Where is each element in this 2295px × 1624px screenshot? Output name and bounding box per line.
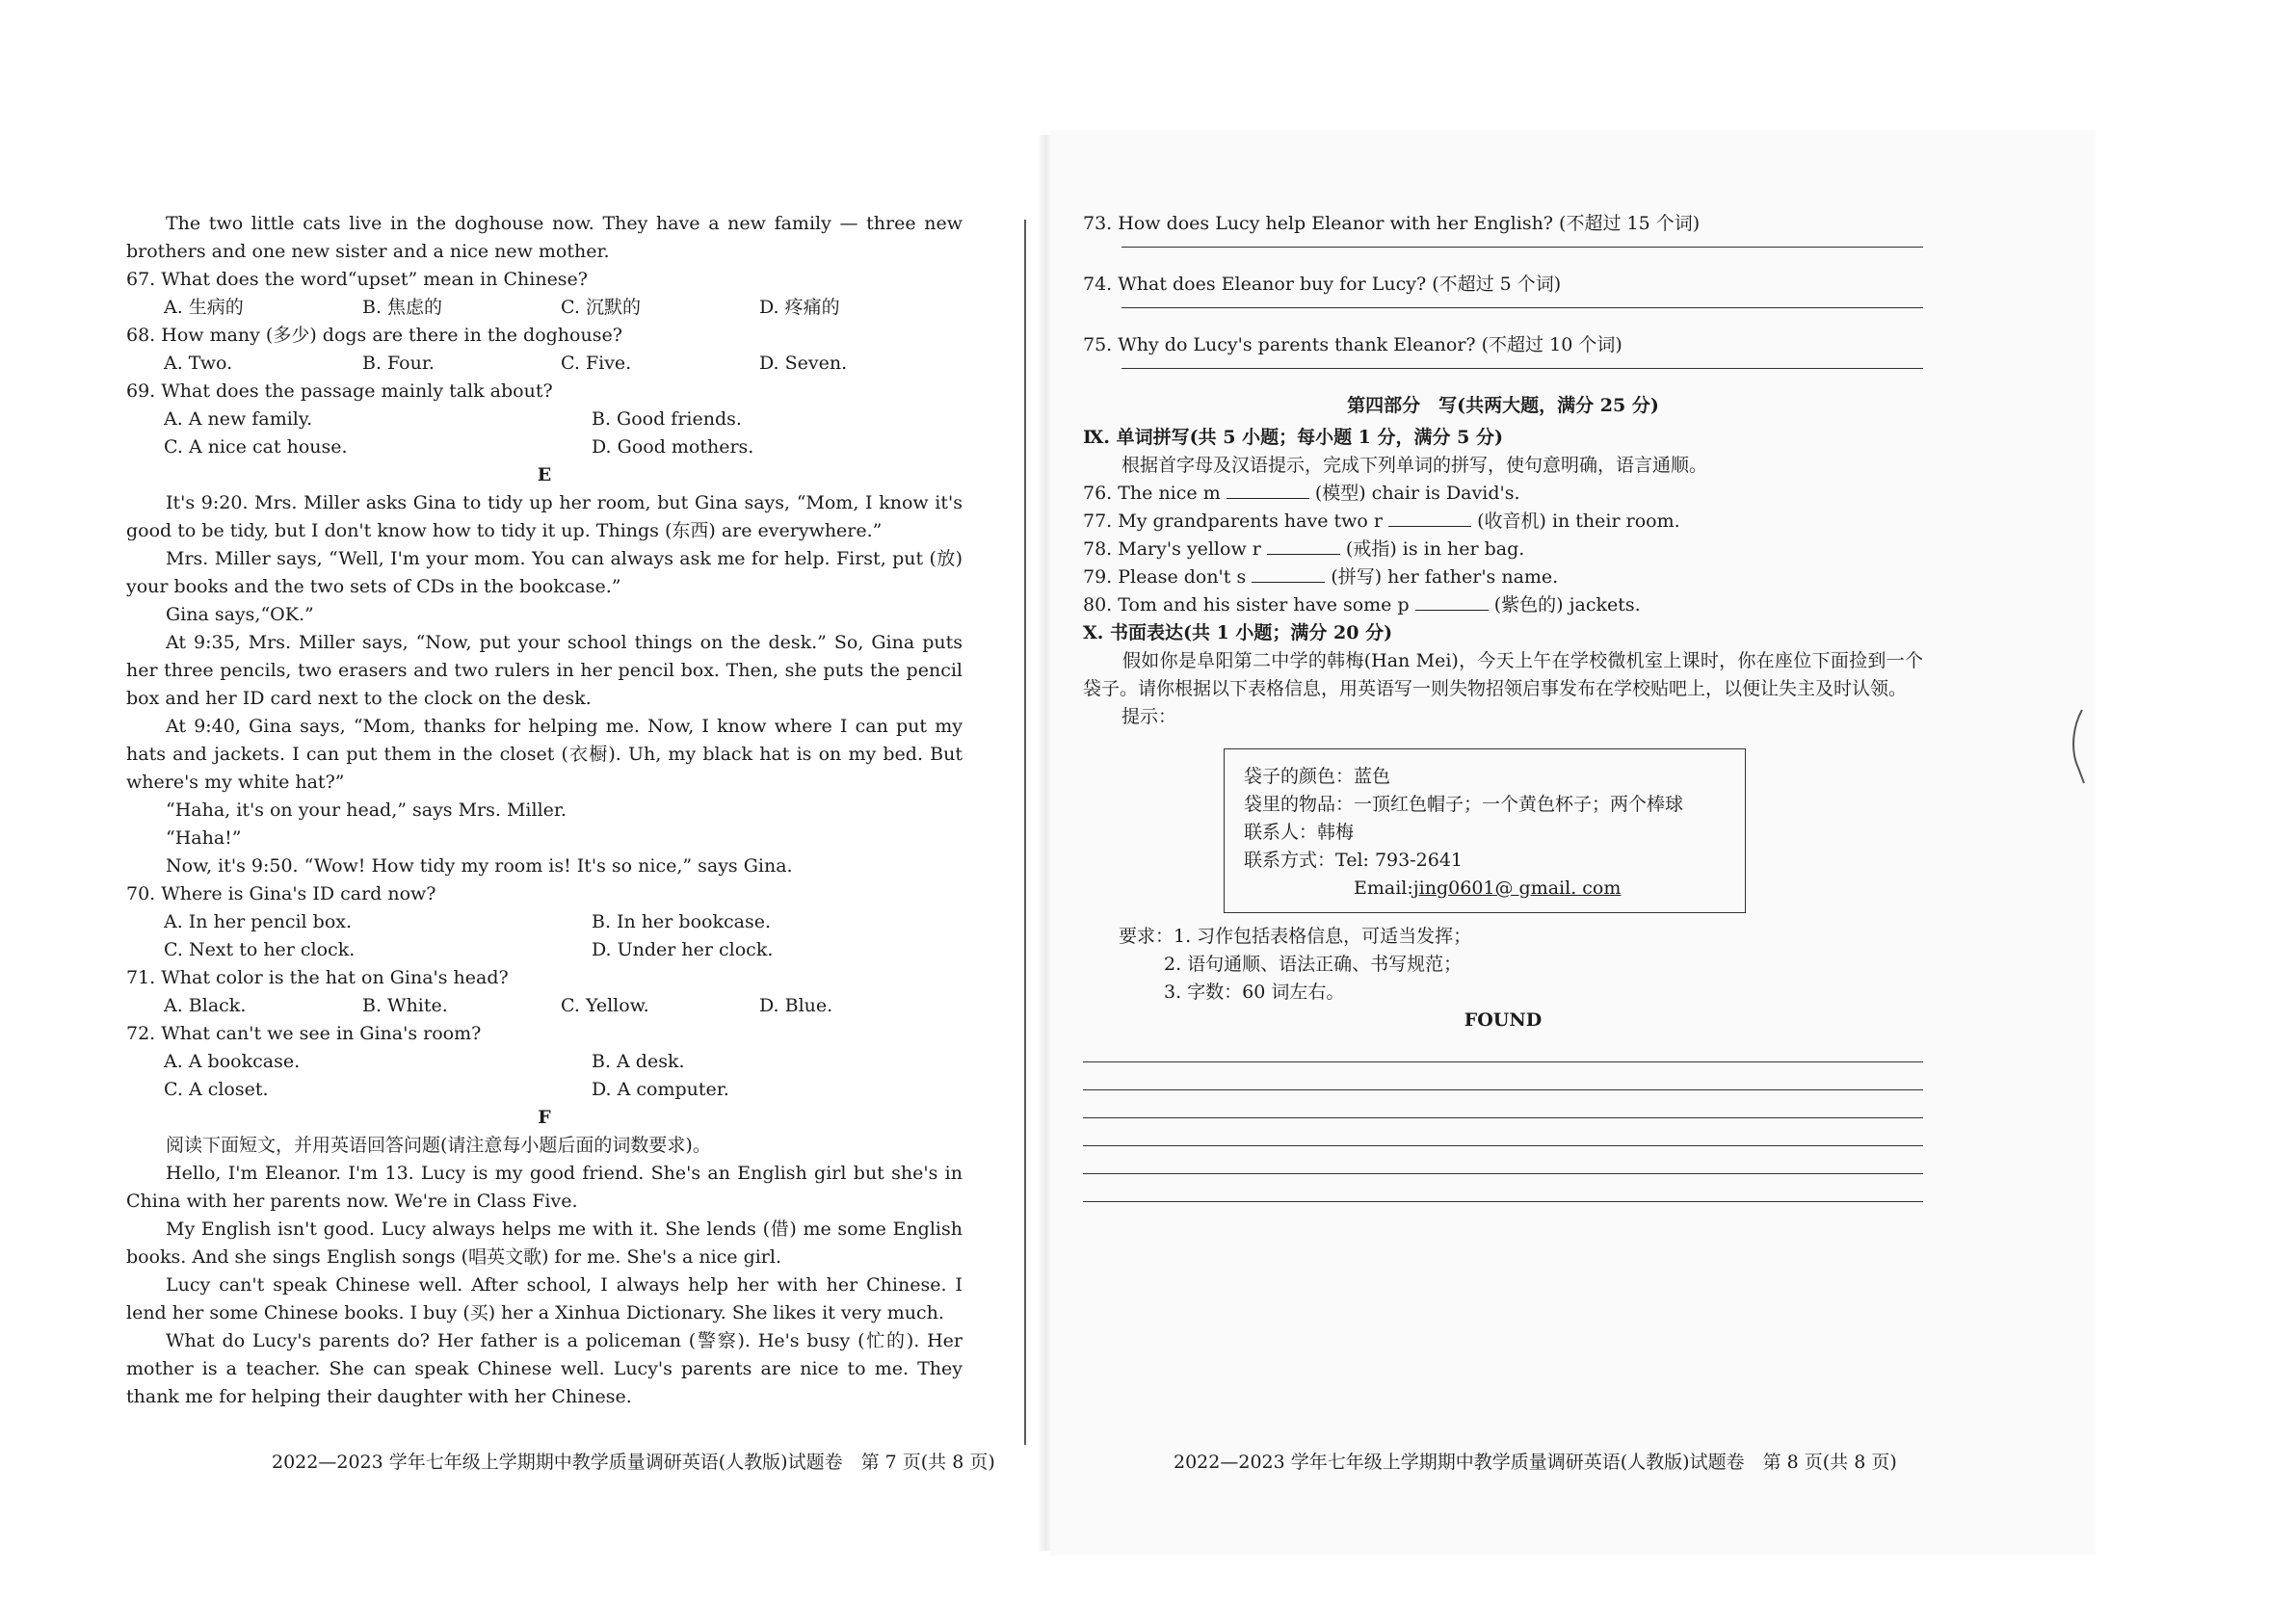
answer-line-73[interactable] — [1121, 246, 1923, 248]
info-phone: 联系方式：Tel: 793-2641 — [1244, 850, 1463, 871]
writing-line[interactable] — [1083, 1146, 1923, 1174]
section-nine-instruction: 根据首字母及汉语提示，完成下列单词的拼写，使句意明确，语言通顺。 — [1121, 455, 1708, 476]
option-b: B. 焦虑的 — [362, 297, 443, 318]
left-page — [126, 210, 963, 1411]
question-67: 67. What does the word“upset” mean in Chinese? — [126, 269, 588, 290]
spelling-item-80: 80. Tom and his sister have some p (紫色的) jackets. — [1083, 594, 1641, 616]
question-70-options — [126, 908, 963, 964]
passage-f-paragraph: My English isn't good. Lucy always helps me with it. She lends (借) me some English books. And she sings English songs (唱英文歌) for me. She's a nice girl. — [126, 1218, 963, 1268]
option-a: A. Black. — [164, 995, 247, 1016]
spelling-blank[interactable] — [1252, 566, 1325, 583]
section-ten-title: Ⅹ. 书面表达(共 1 小题；满分 20 分) — [1083, 622, 1393, 643]
option-b: B. White. — [362, 995, 448, 1016]
writing-line[interactable] — [1083, 1118, 1923, 1146]
email-address: jing0601@ gmail. com — [1412, 877, 1622, 899]
passage-e-paragraph: Gina says,“OK.” — [166, 604, 314, 625]
question-73: 73. How does Lucy help Eleanor with her English? (不超过 15 个词) — [1083, 213, 1701, 234]
passage-f-instruction: 阅读下面短文，并用英语回答问题(请注意每小题后面的词数要求)。 — [166, 1135, 711, 1156]
question-70: 70. Where is Gina's ID card now? — [126, 883, 436, 904]
info-bag-color: 袋子的颜色：蓝色 — [1244, 766, 1391, 787]
part-four-title: 第四部分 写(共两大题，满分 25 分) — [1347, 395, 1659, 416]
section-e-heading: E — [537, 464, 552, 485]
question-69: 69. What does the passage mainly talk about? — [126, 380, 553, 402]
passage-f-paragraph: What do Lucy's parents do? Her father is a policeman (警察). He's busy (忙的). Her mother is a teacher. She can speak Chinese well. Lucy's parents are nice to me. They thank me for helping their daughter with her Chinese. — [126, 1330, 963, 1407]
page-footer-right: 2022—2023 学年七年级上学期期中教学质量调研英语(人教版)试题卷 第 8 页(共 8 页) — [1174, 1452, 1897, 1473]
right-page — [1083, 210, 1923, 1202]
question-74: 74. What does Eleanor buy for Lucy? (不超过 5 个词) — [1083, 274, 1562, 295]
passage-e-paragraph: Now, it's 9:50. “Wow! How tidy my room is! It's so nice,” says Gina. — [166, 855, 793, 877]
option-d: D. Under her clock. — [592, 939, 774, 960]
option-a: A. A new family. — [164, 408, 313, 430]
option-d: D. Seven. — [759, 353, 848, 374]
passage-f-paragraph: Lucy can't speak Chinese well. After school, I always help her with her Chinese. I lend her some Chinese books. I buy (买) her a Xinhua Dictionary. She likes it very much. — [126, 1274, 963, 1323]
spelling-blank[interactable] — [1415, 594, 1489, 611]
passage-f-paragraph: Hello, I'm Eleanor. I'm 13. Lucy is my good friend. She's an English girl but she's in China with her parents now. We're in Class Five. — [126, 1163, 963, 1212]
writing-line[interactable] — [1083, 1174, 1923, 1202]
option-a: A. 生病的 — [164, 297, 244, 318]
found-title: FOUND — [1464, 1009, 1543, 1031]
option-d: D. Blue. — [759, 995, 833, 1016]
question-72: 72. What can't we see in Gina's room? — [126, 1023, 482, 1044]
spelling-item-78: 78. Mary's yellow r (戒指) is in her bag. — [1083, 538, 1525, 560]
option-a: A. A bookcase. — [164, 1051, 301, 1072]
option-a: A. Two. — [164, 353, 233, 374]
hint-label: 提示： — [1121, 706, 1177, 727]
writing-line[interactable] — [1083, 1062, 1923, 1090]
option-c: C. Next to her clock. — [164, 939, 356, 960]
option-d: D. A computer. — [592, 1079, 729, 1100]
question-68-options — [126, 350, 963, 378]
story-end: The two little cats live in the doghouse now. They have a new family — three new brothers and one new sister and a nice new mother. — [126, 213, 963, 262]
question-75: 75. Why do Lucy's parents thank Eleanor? (不超过 10 个词) — [1083, 334, 1622, 355]
spelling-item-79: 79. Please don't s (拼写) her father's name. — [1083, 566, 1559, 588]
info-bag-items: 袋里的物品：一顶红色帽子；一个黄色杯子；两个棒球 — [1244, 794, 1684, 815]
spelling-item-76: 76. The nice m (模型) chair is David's. — [1083, 483, 1520, 504]
section-ten-prompt: 假如你是阜阳第二中学的韩梅(Han Mei)，今天上午在学校微机室上课时，你在座位下面捡到一个袋子。请你根据以下表格信息，用英语写一则失物招领启事发布在学校贴吧上，以便让失主及时认领。 — [1083, 650, 1923, 699]
spelling-blank[interactable] — [1267, 538, 1340, 555]
info-email: Email:jing0601@ gmail. com — [1354, 877, 1622, 899]
book-spine-shadow — [1039, 135, 1050, 1551]
passage-e-paragraph: Mrs. Miller says, “Well, I'm your mom. You can always ask me for help. First, put (放) your books and the two sets of CDs in the bookcase.” — [126, 548, 963, 597]
option-c: C. 沉默的 — [561, 297, 641, 318]
writing-line[interactable] — [1083, 1090, 1923, 1118]
writing-line[interactable] — [1083, 1035, 1923, 1062]
question-69-options — [126, 406, 963, 461]
question-72-options — [126, 1048, 963, 1104]
section-nine-title: Ⅸ. 单词拼写(共 5 小题；每小题 1 分，满分 5 分) — [1083, 427, 1503, 448]
question-68: 68. How many (多少) dogs are there in the doghouse? — [126, 325, 622, 346]
requirement-3: 3. 字数：60 词左右。 — [1164, 982, 1345, 1003]
option-c: C. A closet. — [164, 1079, 269, 1100]
passage-e-paragraph: At 9:35, Mrs. Miller says, “Now, put your school things on the desk.” So, Gina puts her three pencils, two erasers and two rulers in her pencil box. Then, she puts the pencil box and her ID card next to the clock on the desk. — [126, 632, 963, 709]
answer-line-75[interactable] — [1121, 367, 1923, 369]
question-71-options — [126, 992, 963, 1020]
question-67-options — [126, 294, 963, 322]
column-divider — [1024, 220, 1026, 1445]
option-b: B. Good friends. — [592, 408, 742, 430]
spelling-item-77: 77. My grandparents have two r (收音机) in their room. — [1083, 511, 1680, 532]
answer-line-74[interactable] — [1121, 306, 1923, 308]
requirement-2: 2. 语句通顺、语法正确、书写规范； — [1164, 954, 1463, 975]
option-d: D. Good mothers. — [592, 436, 754, 458]
spelling-blank[interactable] — [1388, 511, 1471, 527]
page-footer-left: 2022—2023 学年七年级上学期期中教学质量调研英语(人教版)试题卷 第 7 页(共 8 页) — [272, 1452, 995, 1473]
option-b: B. In her bookcase. — [592, 911, 771, 932]
option-b: B. Four. — [362, 353, 435, 374]
section-f-heading: F — [538, 1107, 551, 1128]
passage-e-paragraph: At 9:40, Gina says, “Mom, thanks for helping me. Now, I know where I can put my hats and jackets. I can put them in the closet (衣橱). Uh, my black hat is on my bed. But where's my white hat?” — [126, 716, 963, 793]
option-d: D. 疼痛的 — [759, 297, 840, 318]
scan-margin-mark — [2069, 708, 2086, 785]
option-c: C. Five. — [561, 353, 632, 374]
option-c: C. Yellow. — [561, 995, 649, 1016]
option-a: A. In her pencil box. — [164, 911, 353, 932]
requirement-1: 要求：1. 习作包括表格信息，可适当发挥； — [1119, 926, 1472, 947]
option-c: C. A nice cat house. — [164, 436, 348, 458]
passage-e-paragraph: “Haha, it's on your head,” says Mrs. Miller. — [166, 799, 567, 821]
info-box — [1224, 748, 1746, 913]
passage-e-paragraph: It's 9:20. Mrs. Miller asks Gina to tidy up her room, but Gina says, “Mom, I know it's good to be tidy, but I don't know how to tidy it up. Things (东西) are everywhere.” — [126, 492, 963, 541]
info-contact-person: 联系人：韩梅 — [1244, 822, 1355, 843]
question-71: 71. What color is the hat on Gina's head? — [126, 967, 509, 988]
spelling-blank[interactable] — [1227, 483, 1309, 499]
passage-e-paragraph: “Haha!” — [166, 827, 242, 849]
option-b: B. A desk. — [592, 1051, 685, 1072]
